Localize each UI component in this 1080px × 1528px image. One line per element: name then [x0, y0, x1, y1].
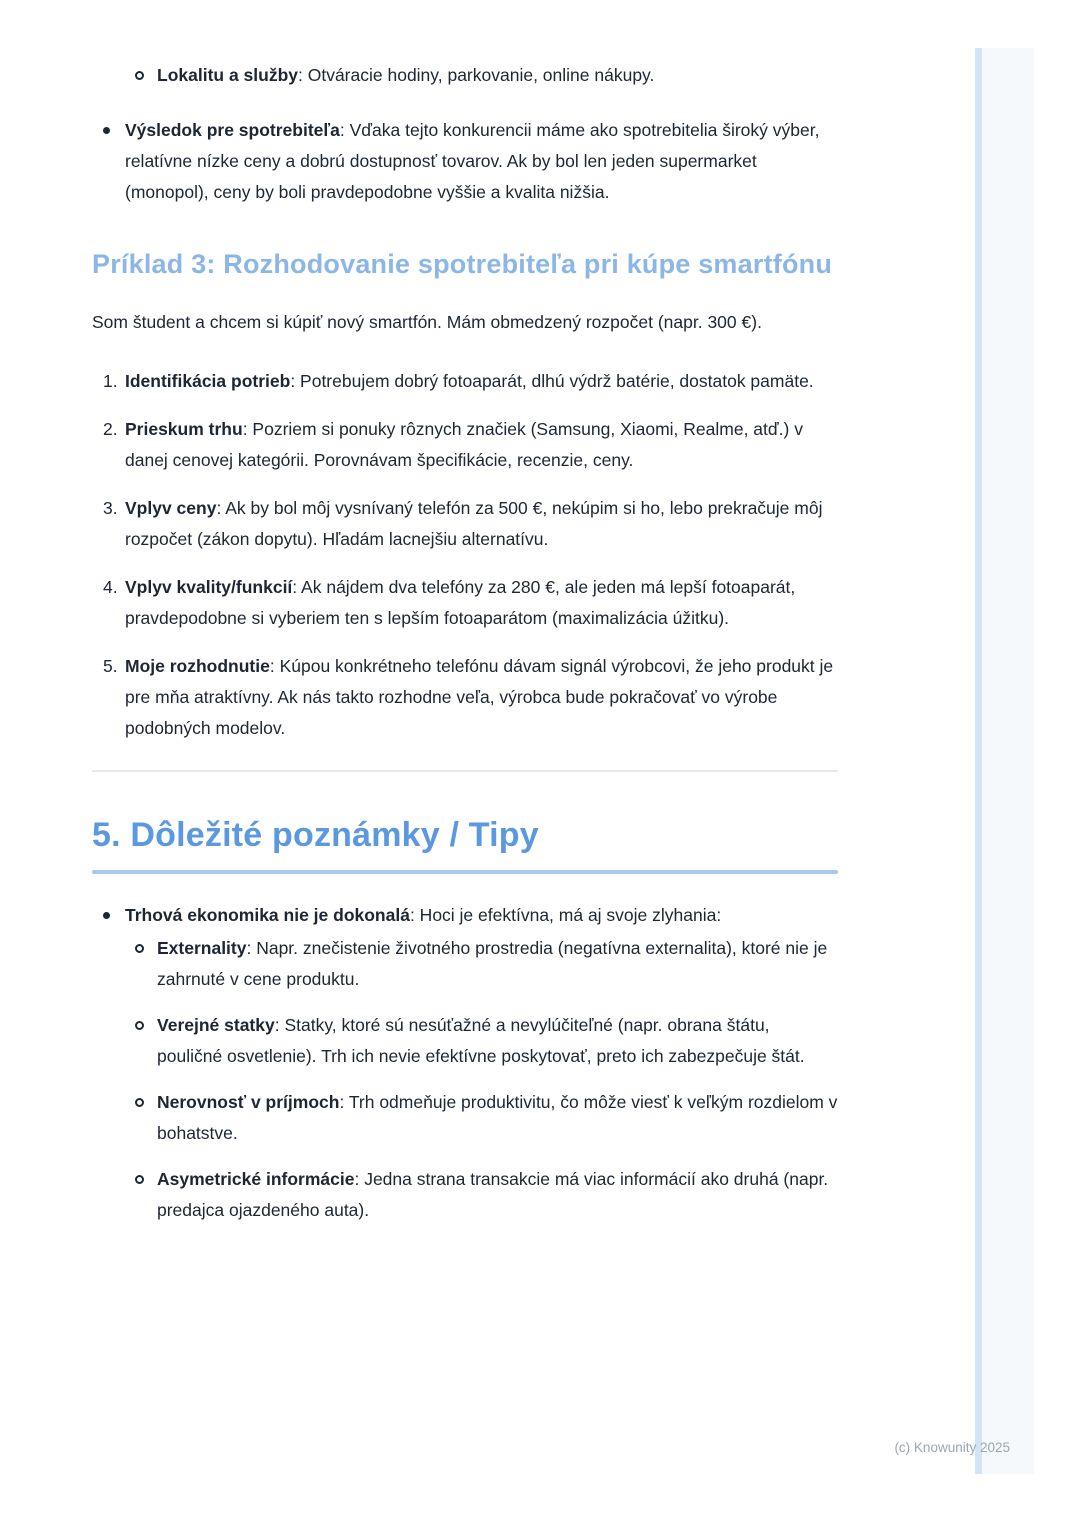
item-desc: : Otváracie hodiny, parkovanie, online nákupy.: [298, 65, 655, 85]
tips-lead-bullet: [103, 900, 838, 931]
circle-bullet-icon: [135, 1087, 157, 1107]
tip-sub-bullet: [135, 1010, 838, 1072]
bold-term: Výsledok pre spotrebiteľa: [125, 120, 340, 140]
decision-step: [103, 572, 838, 634]
tip-sub-bullet: [135, 1087, 838, 1149]
decision-step: [103, 414, 838, 476]
bold-term: Identifikácia potrieb: [125, 371, 291, 391]
list-number: 1.: [103, 371, 118, 391]
decision-step: [103, 366, 838, 397]
decision-step: [103, 493, 838, 555]
bold-term: Trhová ekonomika nie je dokonalá: [125, 905, 410, 925]
bold-term: Verejné statky: [157, 1015, 275, 1035]
list-item-text: [125, 900, 838, 931]
heading-underline: [92, 870, 838, 874]
item-desc: : Vďaka tejto konkurencii máme ako spotrebitelia široký výber, relatívne nízke ceny a dobrú dostupnosť tovarov. Ak by bol len jeden supermarket (monopol), ceny by boli pravdepodobne vyššie a kvalita nižšia.: [125, 120, 820, 202]
step-text: [125, 493, 838, 555]
item-desc: : Ak by bol môj vysnívaný telefón za 500 €, nekúpim si ho, lebo prekračuje môj rozpočet (zákon dopytu). Hľadám lacnejšiu alternatívu.: [125, 498, 823, 549]
circle-bullet-icon: [135, 933, 157, 953]
circle-bullet-icon: [135, 60, 157, 80]
list-number: 2.: [103, 419, 118, 439]
bold-term: Vplyv ceny: [125, 498, 217, 518]
list-item-text: [157, 1010, 838, 1072]
step-text: [125, 651, 838, 744]
circle-bullet-icon: [135, 1010, 157, 1030]
footer-copyright: (c) Knowunity 2025: [894, 1440, 1010, 1455]
bold-term: Vplyv kvality/funkcií: [125, 577, 293, 597]
item-desc: : Jedna strana transakcie má viac informácií ako druhá (napr. predajca ojazdeného auta).: [157, 1169, 829, 1220]
item-desc: : Hoci je efektívna, má aj svoje zlyhania:: [409, 905, 722, 925]
tip-sub-bullet: [135, 1164, 838, 1226]
bold-term: Moje rozhodnutie: [125, 656, 270, 676]
tip-sub-bullet: [135, 933, 838, 995]
tips-sub-list: [92, 933, 838, 1226]
decision-step: [103, 651, 838, 744]
example-section-heading: Príklad 3: Rozhodovanie spotrebiteľa pri kúpe smartfónu: [92, 249, 833, 279]
section-divider: [92, 770, 838, 772]
item-desc: : Trh odmeňuje produktivitu, čo môže viesť k veľkým rozdielom v bohatstve.: [157, 1092, 838, 1143]
document-content: [92, 52, 838, 1226]
bullet-icon: [103, 115, 125, 134]
list-item-text: [125, 115, 838, 208]
list-item-locality: [135, 60, 838, 91]
list-number: 3.: [103, 498, 118, 518]
step-text: [125, 572, 838, 634]
scrollbar-thumb[interactable]: [975, 48, 982, 1474]
item-desc: : Ak nájdem dva telefóny za 280 €, ale jeden má lepší fotoaparát, pravdepodobne si vyberiem ten s lepším fotoaparátom (maximalizácia úžitku).: [125, 577, 796, 628]
bold-term: Asymetrické informácie: [157, 1169, 355, 1189]
list-item-text: [157, 1164, 838, 1226]
circle-bullet-icon: [135, 1164, 157, 1184]
list-item-text: [157, 933, 838, 995]
bullet-icon: [103, 900, 125, 919]
list-item-text: [157, 60, 838, 91]
tips-section-heading: 5. Dôležité poznámky / Tipy: [92, 816, 539, 854]
bold-term: Prieskum trhu: [125, 419, 243, 439]
item-desc: : Statky, ktoré sú nesúťažné a nevylúčiteľné (napr. obrana štátu, pouličné osvetlenie). Trh ich nevie efektívne poskytovať, preto ich zabezpečuje štát.: [157, 1015, 805, 1066]
step-text: [125, 366, 838, 397]
bold-term: Lokalitu a služby: [157, 65, 298, 85]
step-text: [125, 414, 838, 476]
bold-term: Nerovnosť v príjmoch: [157, 1092, 340, 1112]
item-desc: : Potrebujem dobrý fotoaparát, dlhú výdrž batérie, dostatok pamäte.: [290, 371, 814, 391]
example-intro-paragraph: Som študent a chcem si kúpiť nový smartfón. Mám obmedzený rozpočet (napr. 300 €).: [92, 312, 762, 332]
list-number: 4.: [103, 577, 118, 597]
item-desc: : Napr. znečistenie životného prostredia (negatívna externalita), ktoré nie je zahrnuté v cene produktu.: [157, 938, 828, 989]
list-item-text: [157, 1087, 838, 1149]
list-number: 5.: [103, 656, 118, 676]
item-desc: : Kúpou konkrétneho telefónu dávam signál výrobcovi, že jeho produkt je pre mňa atraktívny. Ak nás takto rozhodne veľa, výrobca bude pokračovať vo výrobe podobných modelov.: [125, 656, 834, 738]
item-desc: : Pozriem si ponuky rôznych značiek (Samsung, Xiaomi, Realme, atď.) v danej cenovej kategórii. Porovnávam špecifikácie, recenzie, ceny.: [125, 419, 803, 470]
list-item-consumer-result: [103, 115, 838, 208]
scrollbar-track[interactable]: [975, 48, 1034, 1474]
bold-term: Externality: [157, 938, 247, 958]
decision-steps-list: [92, 366, 838, 744]
